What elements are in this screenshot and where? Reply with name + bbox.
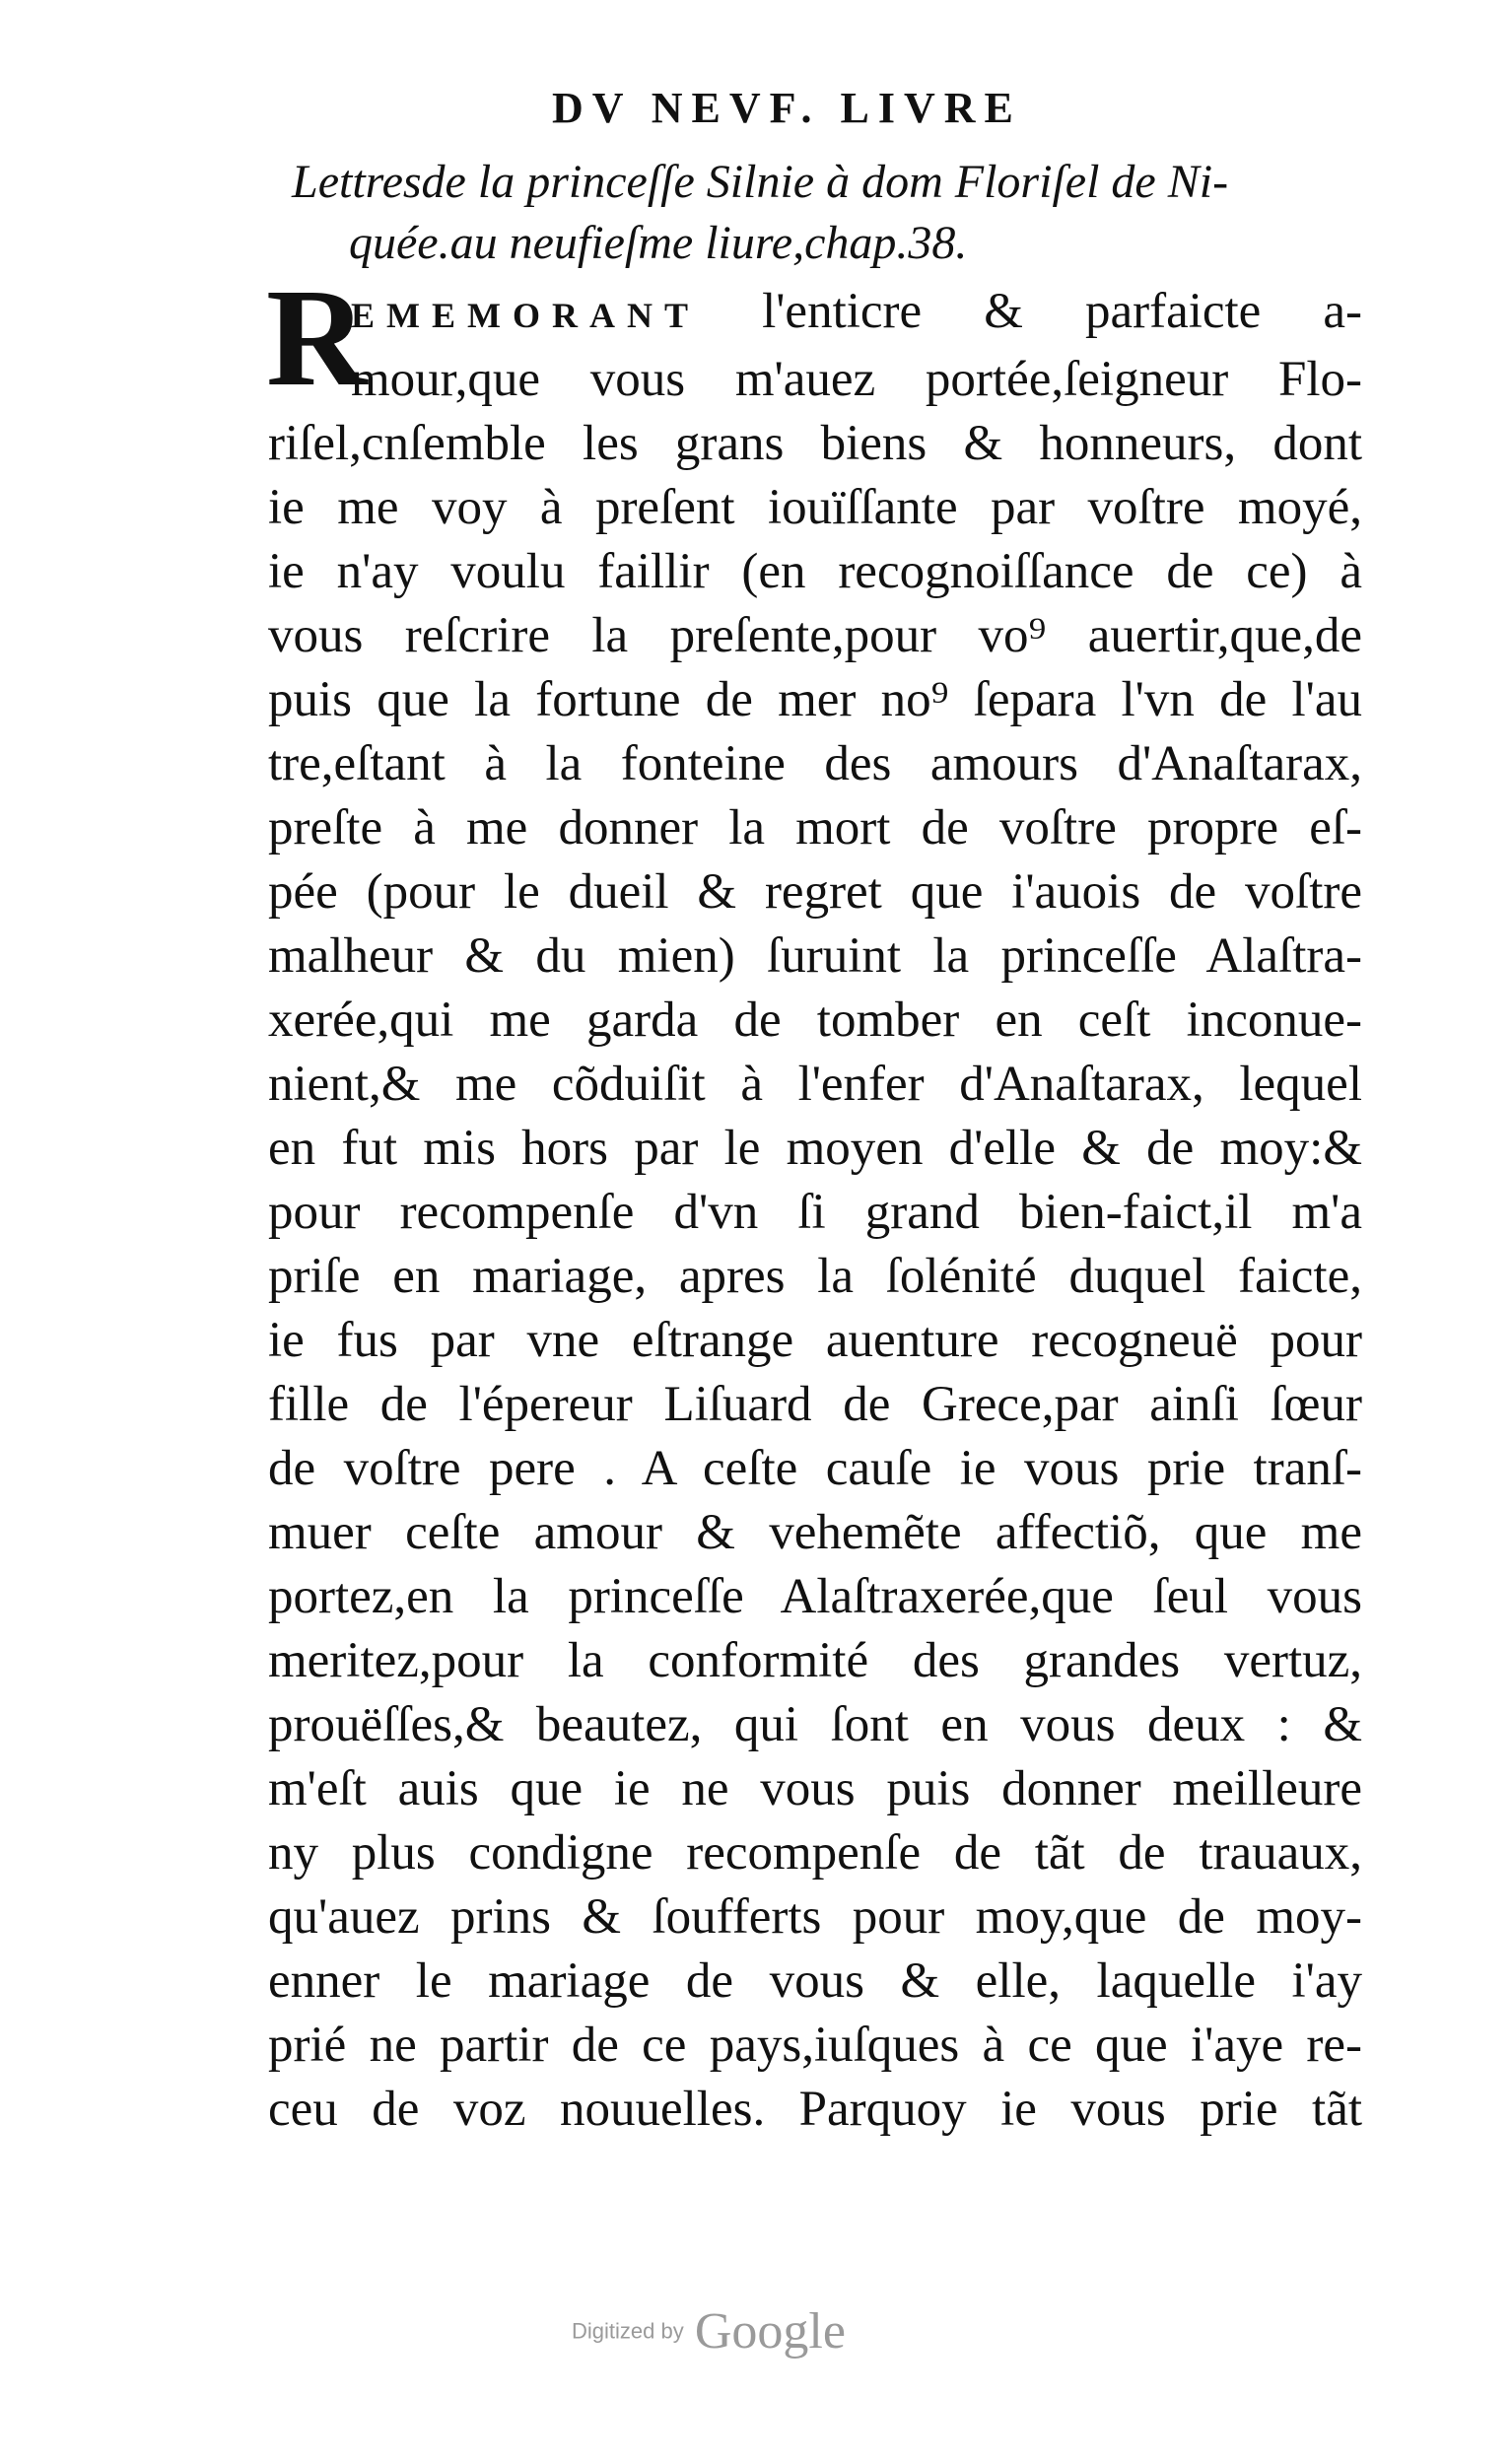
body-line: malheur & du mien) ſuruint la princeſſe Alaſtra-	[268, 928, 1362, 984]
body-line: ie me voy à preſent iouïſſante par voſtre moyé,	[268, 480, 1362, 535]
body-line: m'eſt auis que ie ne vous puis donner meilleure	[268, 1761, 1362, 1816]
body-line: preſte à me donner la mort de voſtre propre eſ-	[268, 800, 1362, 856]
body-line: pée (pour le dueil & regret que i'auois de voſtre	[268, 864, 1362, 920]
body-text	[268, 280, 1362, 2142]
body-line: meritez,pour la conformité des grandes vertuz,	[268, 1633, 1362, 1688]
body-line: fille de l'épereur Liſuard de Grece,par ainſi ſœur	[268, 1377, 1362, 1432]
body-line: ie n'ay voulu faillir (en recognoiſſance de ce) à	[268, 544, 1362, 599]
first-line-rest: l'enticre & parfaicte a-	[762, 284, 1363, 339]
body-line: mour,que vous m'auez portée,ſeigneur Flo-	[351, 352, 1362, 407]
body-line: ny plus condigne recompenſe de tãt de trauaux,	[268, 1825, 1362, 1881]
body-line: priſe en mariage, apres la ſolénité duquel faicte,	[268, 1249, 1362, 1304]
body-line: enner le mariage de vous & elle, laquelle i'ay	[268, 1953, 1362, 2009]
body-line: portez,en la princeſſe Alaſtraxerée,que ſeul vous	[268, 1569, 1362, 1624]
body-line: qu'auez prins & ſoufferts pour moy,que de moy-	[268, 1889, 1362, 1945]
digitized-by-label: Digitized by	[572, 2318, 684, 2344]
body-line: muer ceſte amour & vehemẽte affectiõ, que me	[268, 1505, 1362, 1560]
body-line: puis que la fortune de mer no⁹ ſepara l'vn de l'au	[268, 672, 1362, 727]
body-line: ie fus par vne eſtrange auenture recogneuë pour	[268, 1313, 1362, 1368]
body-line: prié ne partir de ce pays,iuſques à ce que i'aye re-	[268, 2018, 1362, 2073]
body-line: de voſtre pere . A ceſte cauſe ie vous prie tranſ-	[268, 1441, 1362, 1496]
google-logo: Google	[694, 2303, 846, 2360]
body-line: vous reſcrire la preſente,pour vo⁹ auertir,que,de	[268, 608, 1362, 663]
first-word-smallcaps: EMEMORANT	[351, 296, 700, 335]
body-line	[268, 280, 1362, 348]
chapter-heading-line: quée.au neufieſme liure,chap.38.	[349, 217, 968, 269]
chapter-heading-line: Lettresde la princeſſe Silnie à dom Floriſel de Ni-	[292, 156, 1229, 208]
body-line: tre,eſtant à la fonteine des amours d'Anaſtarax,	[268, 736, 1362, 791]
body-line: ceu de voz nouuelles. Parquoy ie vous prie tãt	[268, 2082, 1362, 2137]
running-head: DV NEVF. LIVRE	[552, 84, 1022, 132]
chapter-heading	[292, 152, 1337, 274]
body-line: pour recompenſe d'vn ſi grand bien-faict,il m'a	[268, 1185, 1362, 1240]
body-line: en fut mis hors par le moyen d'elle & de moy:&	[268, 1121, 1362, 1176]
body-line: xerée,qui me garda de tomber en ceſt inconue-	[268, 992, 1362, 1048]
drop-cap: R	[266, 259, 368, 415]
body-line: prouëſſes,& beautez, qui ſont en vous deux : &	[268, 1697, 1362, 1752]
body-line: nient,& me cõduiſit à l'enfer d'Anaſtarax, lequel	[268, 1057, 1362, 1112]
body-line: riſel,cnſemble les grans biens & honneurs, dont	[268, 416, 1362, 471]
digitized-watermark	[572, 2302, 966, 2361]
